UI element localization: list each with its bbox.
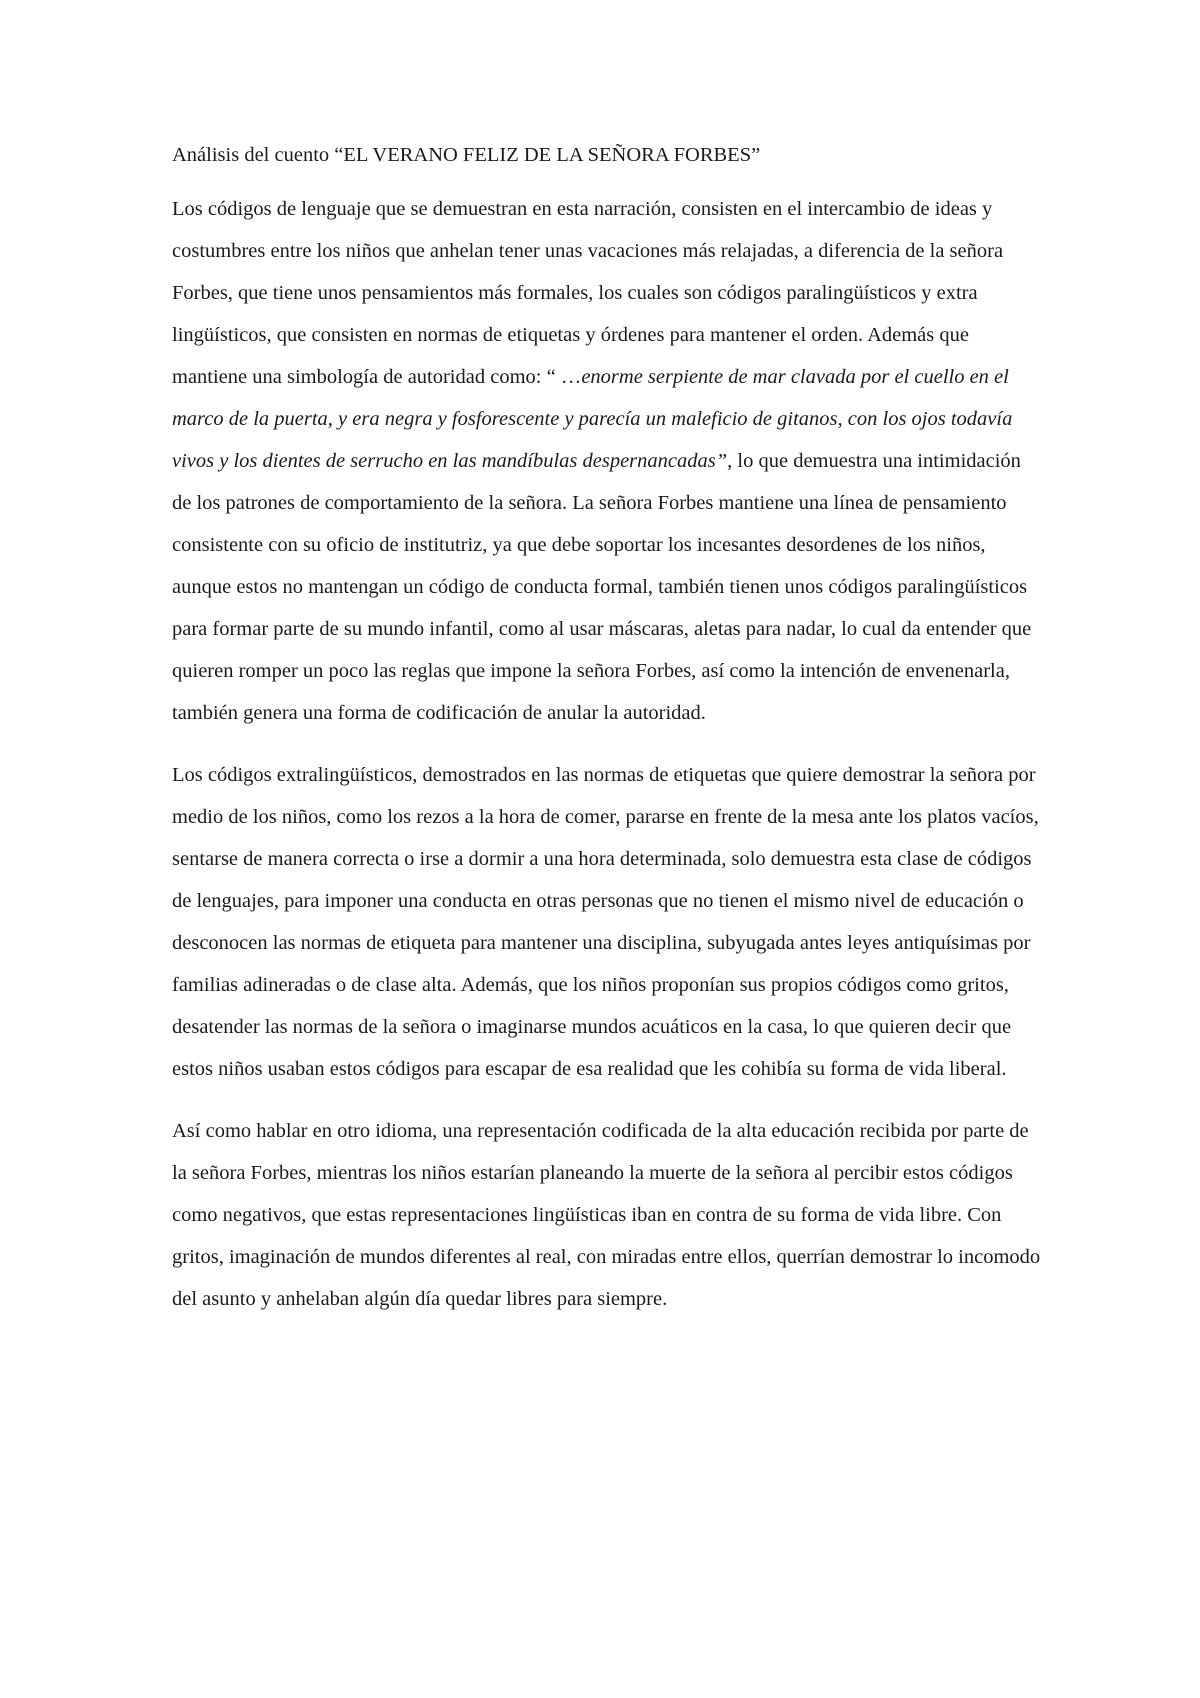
paragraph-1-text-before-quote: Los códigos de lenguaje que se demuestran en esta narración, consisten en el intercambio de ideas y costumbres entre los niños que anhelan tener unas vacaciones más relajadas, a diferencia de la señora Forbes, que tiene unos pensamientos más formales, los cuales son códigos paralingüísticos y extra lingüísticos, que consisten en normas de etiquetas y órdenes para mantener el orden. Además que mantiene una simbología de autoridad como: “ … <box>172 198 1004 388</box>
paragraph-2: Los códigos extralingüísticos, demostrados en las normas de etiquetas que quiere demostrar la señora por medio de los niños, como los rezos a la hora de comer, pararse en frente de la mesa ante los platos vacíos, sentarse de manera correcta o irse a dormir a una hora determinada, solo demuestra esta clase de códigos de lenguajes, para imponer una conducta en otras personas que no tienen el mismo nivel de educación o desconocen las normas de etiqueta para mantener una disciplina, subyugada antes leyes antiquísimas por familias adineradas o de clase alta. Además, que los niños proponían sus propios códigos como gritos, desatender las normas de la señora o imaginarse mundos acuáticos en la casa, lo que quieren decir que estos niños usaban estos códigos para escapar de esa realidad que les cohibía su forma de vida liberal. <box>172 764 1039 1080</box>
paragraph-1 <box>172 188 1042 734</box>
paragraph-1-quote: enorme serpiente de mar clavada por el cuello en el marco de la puerta, y era negra y fosforescente y parecía un maleficio de gitanos, con los ojos todavía vivos y los dientes de serrucho en las mandíbulas despernancadas”, <box>172 366 1013 472</box>
paragraph-1-text-after-quote: lo que demuestra una intimidación de los patrones de comportamiento de la señora. La señora Forbes mantiene una línea de pensamiento consistente con su oficio de institutriz, ya que debe soportar los incesantes desordenes de los niños, aunque estos no mantengan un código de conducta formal, también tienen unos códigos paralingüísticos para formar parte de su mundo infantil, como al usar máscaras, aletas para nadar, lo cual da entender que quieren romper un poco las reglas que impone la señora Forbes, así como la intención de envenenarla, también genera una forma de codificación de anular la autoridad. <box>172 450 1032 724</box>
document-title: Análisis del cuento “EL VERANO FELIZ DE LA SEÑORA FORBES” <box>172 144 761 166</box>
paragraph-3: Así como hablar en otro idioma, una representación codificada de la alta educación recibida por parte de la señora Forbes, mientras los niños estarían planeando la muerte de la señora al percibir estos códigos como negativos, que estas representaciones lingüísticas iban en contra de su forma de vida libre. Con gritos, imaginación de mundos diferentes al real, con miradas entre ellos, querrían demostrar lo incomodo del asunto y anhelaban algún día quedar libres para siempre. <box>172 1120 1041 1310</box>
document-page <box>172 140 1042 1340</box>
